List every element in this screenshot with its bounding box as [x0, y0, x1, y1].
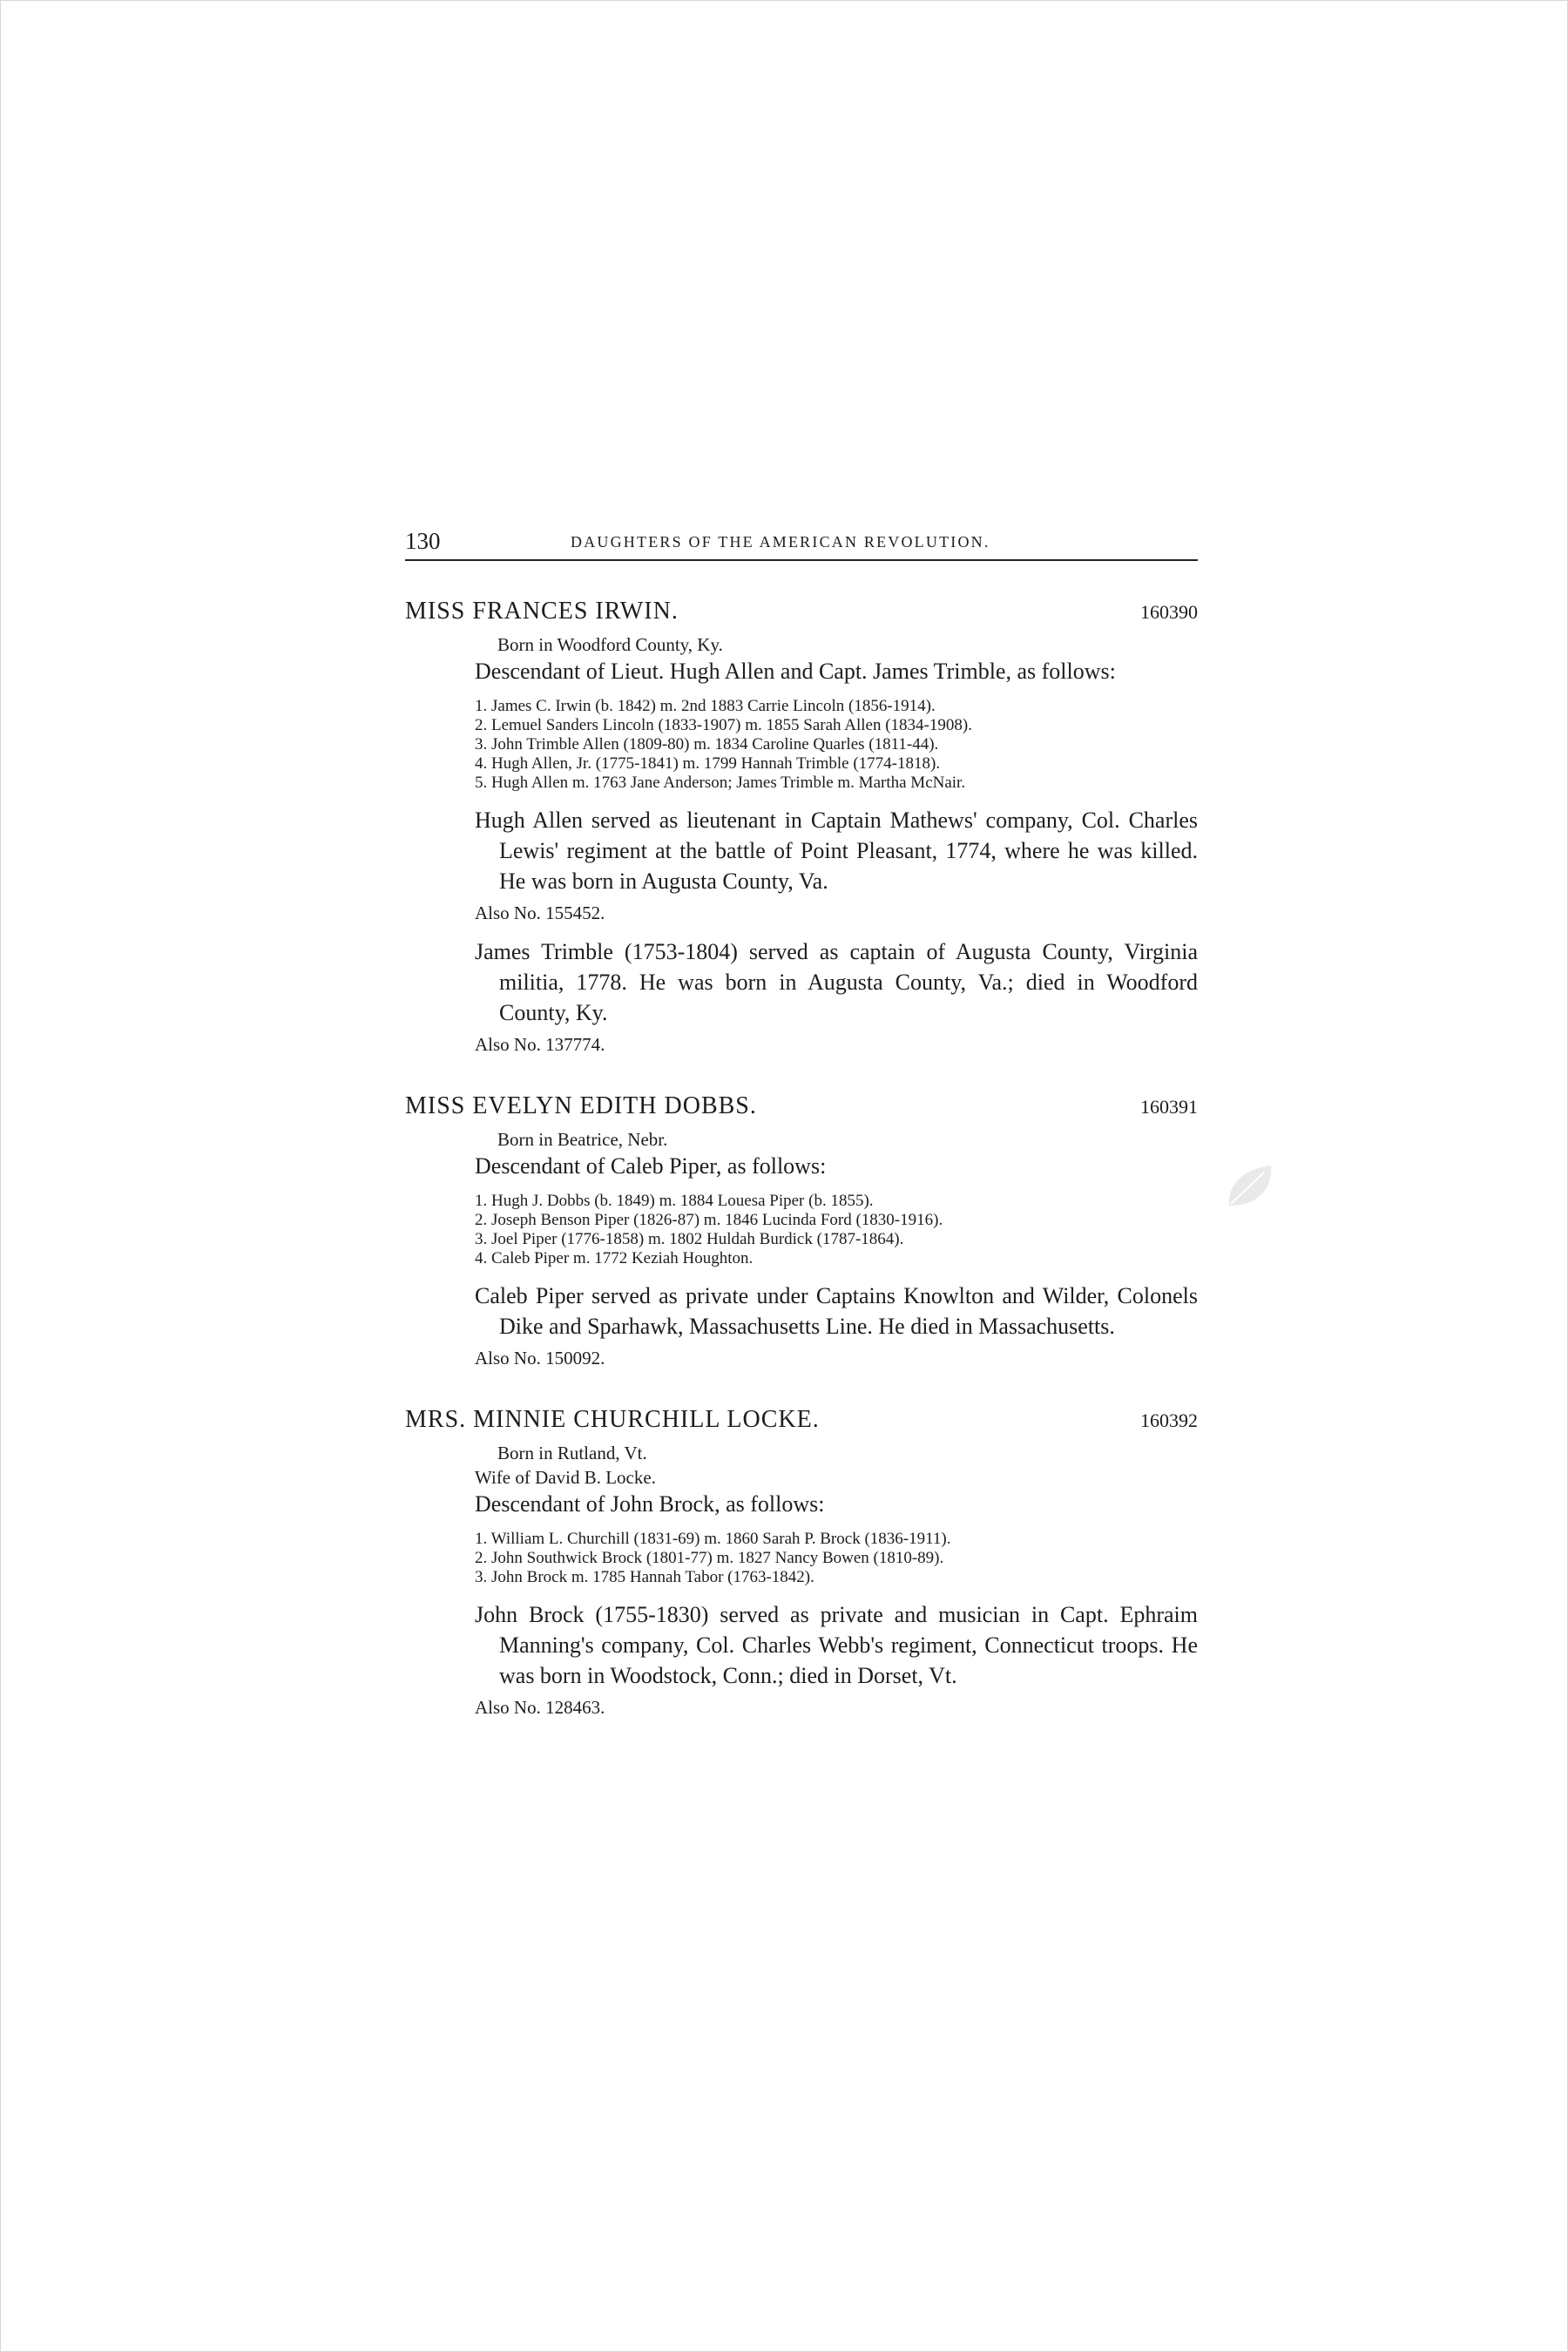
birthplace: Born in Woodford County, Ky.: [497, 634, 723, 655]
leaf-watermark-icon: [1224, 1162, 1276, 1211]
lineage-item: 2. John Southwick Brock (1801-77) m. 1827 Nancy Bowen (1810-89).: [475, 1549, 944, 1567]
lineage-item: 3. Joel Piper (1776-1858) m. 1802 Huldah Burdick (1787-1864).: [475, 1230, 904, 1248]
descent-line: Descendant of Caleb Piper, as follows:: [475, 1153, 827, 1179]
member-record: [405, 598, 1198, 1058]
member-name: MISS FRANCES IRWIN.: [405, 598, 679, 625]
member-name: MRS. MINNIE CHURCHILL LOCKE.: [405, 1406, 820, 1433]
lineage-item: 2. Joseph Benson Piper (1826-87) m. 1846 Lucinda Ford (1830-1916).: [475, 1211, 943, 1229]
record-heading: [405, 1406, 1198, 1441]
birthplace: Born in Rutland, Vt.: [497, 1443, 647, 1463]
member-number: 160390: [1140, 601, 1198, 623]
member-name: MISS EVELYN EDITH DOBBS.: [405, 1092, 757, 1119]
service-paragraph: James Trimble (1753-1804) served as captain of Augusta County, Virginia militia, 1778. He was born in Augusta County, Va.; died in Woodford County, Ky.: [475, 939, 1198, 1025]
lineage-item: 4. Hugh Allen, Jr. (1775-1841) m. 1799 Hannah Trimble (1774-1818).: [475, 754, 941, 773]
member-record: [405, 1406, 1198, 1720]
lineage-item: 3. John Trimble Allen (1809-80) m. 1834 Caroline Quarles (1811-44).: [475, 735, 939, 754]
running-header: [405, 524, 1198, 561]
descent-line: Descendant of Lieut. Hugh Allen and Capt. James Trimble, as follows:: [475, 659, 1116, 684]
also-number: Also No. 150092.: [475, 1348, 605, 1369]
record-heading: [405, 1092, 1198, 1127]
lineage-item: 5. Hugh Allen m. 1763 Jane Anderson; James Trimble m. Martha McNair.: [475, 774, 966, 792]
member-number: 160392: [1140, 1409, 1198, 1431]
lineage-list: [475, 1530, 1198, 1587]
member-number: 160391: [1140, 1096, 1198, 1118]
member-record: [405, 1092, 1198, 1371]
lineage-item: 1. William L. Churchill (1831-69) m. 1860 Sarah P. Brock (1836-1911).: [475, 1530, 951, 1548]
lineage-list: [475, 1192, 1198, 1268]
spouse-line: Wife of David B. Locke.: [475, 1467, 656, 1488]
record-heading: [405, 598, 1198, 632]
also-number: Also No. 155452.: [475, 902, 605, 923]
service-paragraph: Hugh Allen served as lieutenant in Captain Mathews' company, Col. Charles Lewis' regiment at the battle of Point Pleasant, 1774, where he was killed. He was born in Augusta County, Va.: [475, 808, 1198, 894]
service-paragraph: Caleb Piper served as private under Captains Knowlton and Wilder, Colonels Dike and Sparhawk, Massachusetts Line. He died in Massachusetts.: [475, 1283, 1198, 1339]
lineage-item: 4. Caleb Piper m. 1772 Keziah Houghton.: [475, 1249, 754, 1267]
page-content: [405, 524, 1198, 1731]
also-number: Also No. 137774.: [475, 1034, 605, 1055]
lineage-item: 3. John Brock m. 1785 Hannah Tabor (1763-1842).: [475, 1568, 814, 1586]
lineage-list: [475, 697, 1198, 793]
lineage-item: 2. Lemuel Sanders Lincoln (1833-1907) m. 1855 Sarah Allen (1834-1908).: [475, 716, 972, 734]
lineage-item: 1. James C. Irwin (b. 1842) m. 2nd 1883 Carrie Lincoln (1856-1914).: [475, 697, 936, 715]
lineage-item: 1. Hugh J. Dobbs (b. 1849) m. 1884 Louesa Piper (b. 1855).: [475, 1192, 874, 1210]
running-title: DAUGHTERS OF THE AMERICAN REVOLUTION.: [571, 533, 990, 551]
also-number: Also No. 128463.: [475, 1697, 605, 1718]
page-number: 130: [405, 528, 441, 554]
birthplace: Born in Beatrice, Nebr.: [497, 1129, 668, 1150]
service-paragraph: John Brock (1755-1830) served as private and musician in Capt. Ephraim Manning's company, Col. Charles Webb's regiment, Connecticut troops. He was born in Woodstock, Conn.; died in Dorset, Vt.: [475, 1602, 1198, 1688]
descent-line: Descendant of John Brock, as follows:: [475, 1491, 825, 1517]
